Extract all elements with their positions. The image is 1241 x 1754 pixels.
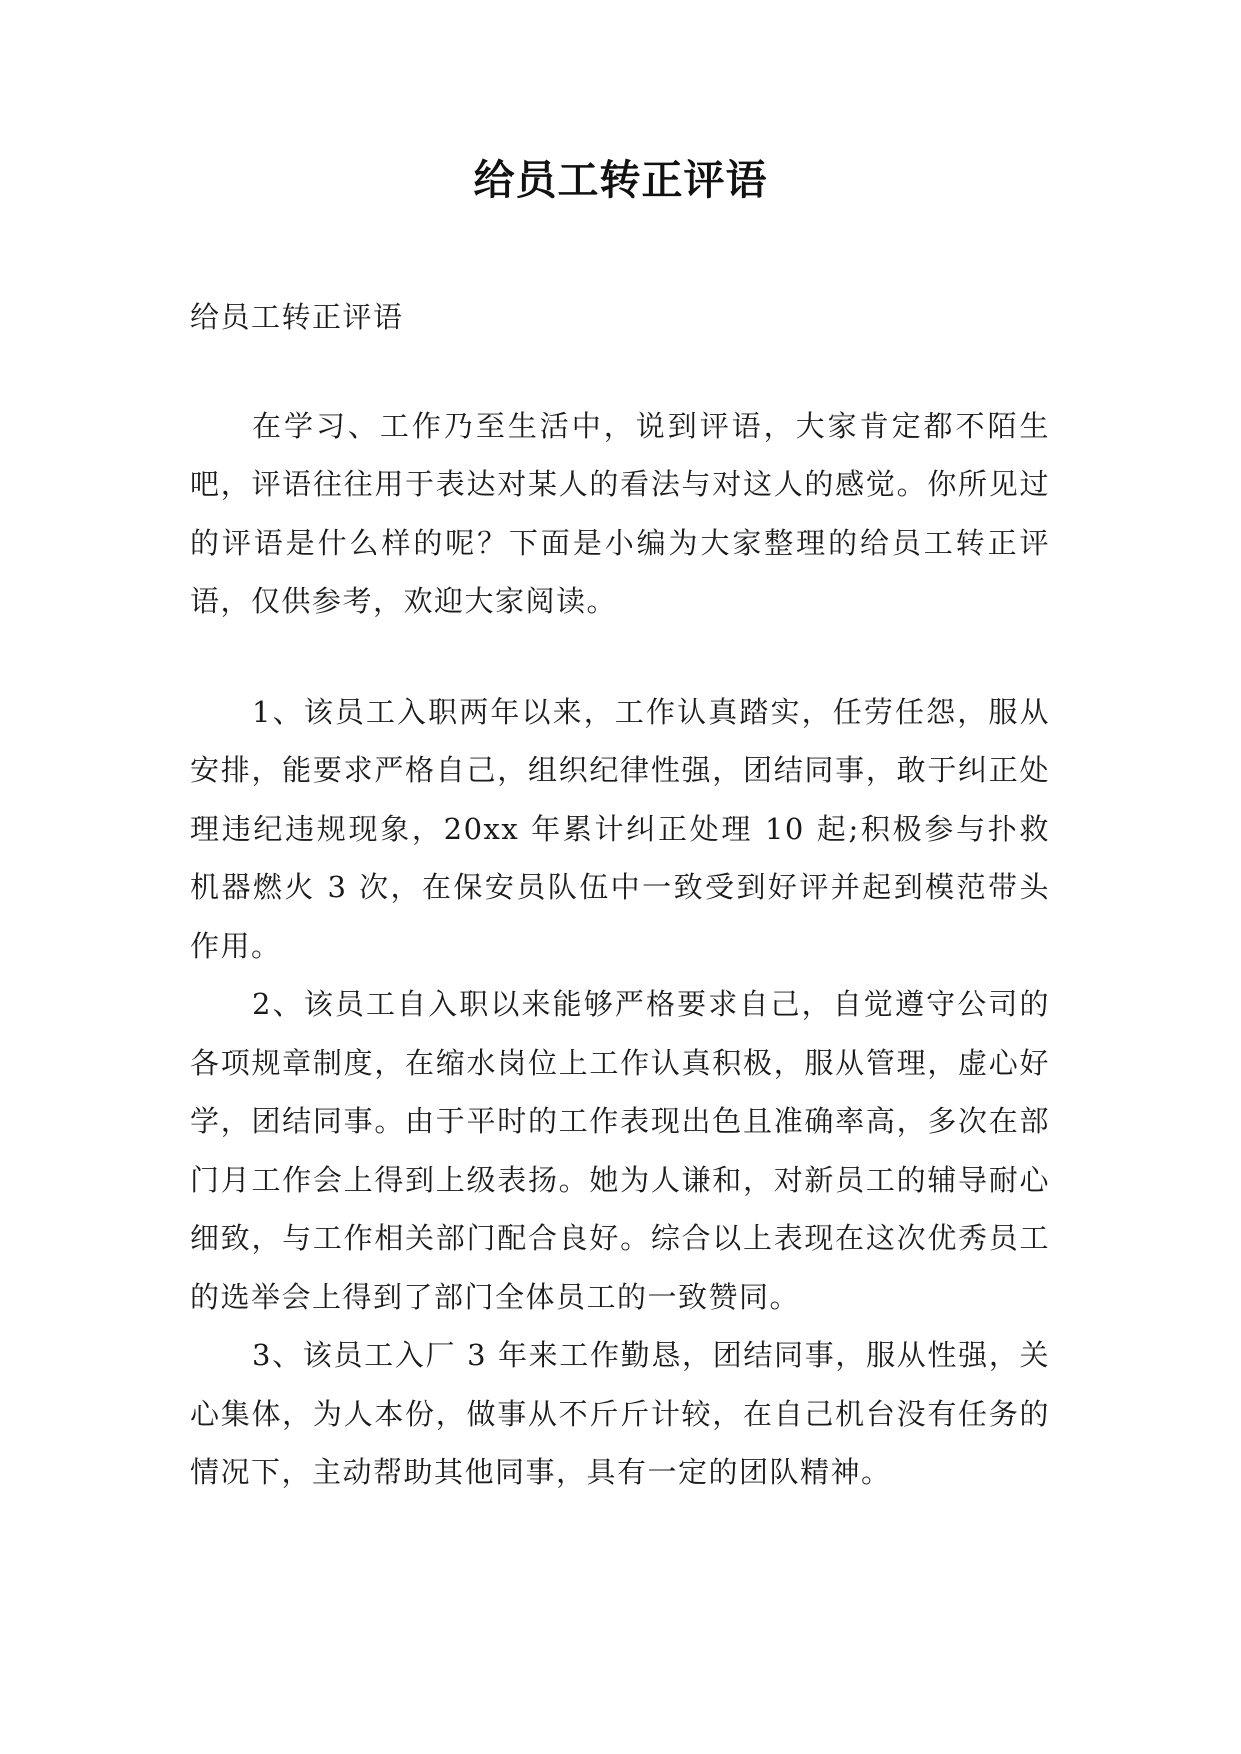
document-body [190, 288, 1050, 1502]
document-title: 给员工转正评语 [473, 156, 768, 204]
document-subtitle: 给员工转正评语 [190, 300, 404, 334]
comment-paragraph-2: 2、该员工自入职以来能够严格要求自己，自觉遵守公司的各项规章制度，在缩水岗位上工作认真积极，服从管理，虚心好学，团结同事。由于平时的工作表现出色且准确率高，多次在部门月工作会上得到上级表扬。她为人谦和，对新员工的辅导耐心细致，与工作相关部门配合良好。综合以上表现在这次优秀员工的选举会上得到了部门全体员工的一致赞同。 [190, 987, 1050, 1314]
comment-paragraph-3: 3、该员工入厂 3 年来工作勤恳，团结同事，服从性强，关心集体，为人本份，做事从不斤斤计较，在自己机台没有任务的情况下，主动帮助其他同事，具有一定的团队精神。 [190, 1338, 1050, 1489]
comment-paragraph-1: 1、该员工入职两年以来，工作认真踏实，任劳任怨，服从安排，能要求严格自己，组织纪律性强，团结同事，敢于纠正处理违纪违规现象，20xx 年累计纠正处理 10 起;积极参与扑救机器燃火 3 次，在保安员队伍中一致受到好评并起到模范带头作用。 [190, 694, 1050, 963]
intro-paragraph: 在学习、工作乃至生活中，说到评语，大家肯定都不陌生吧，评语往往用于表达对某人的看法与对这人的感觉。你所见过的评语是什么样的呢？下面是小编为大家整理的给员工转正评语，仅供参考，欢迎大家阅读。 [190, 408, 1050, 618]
